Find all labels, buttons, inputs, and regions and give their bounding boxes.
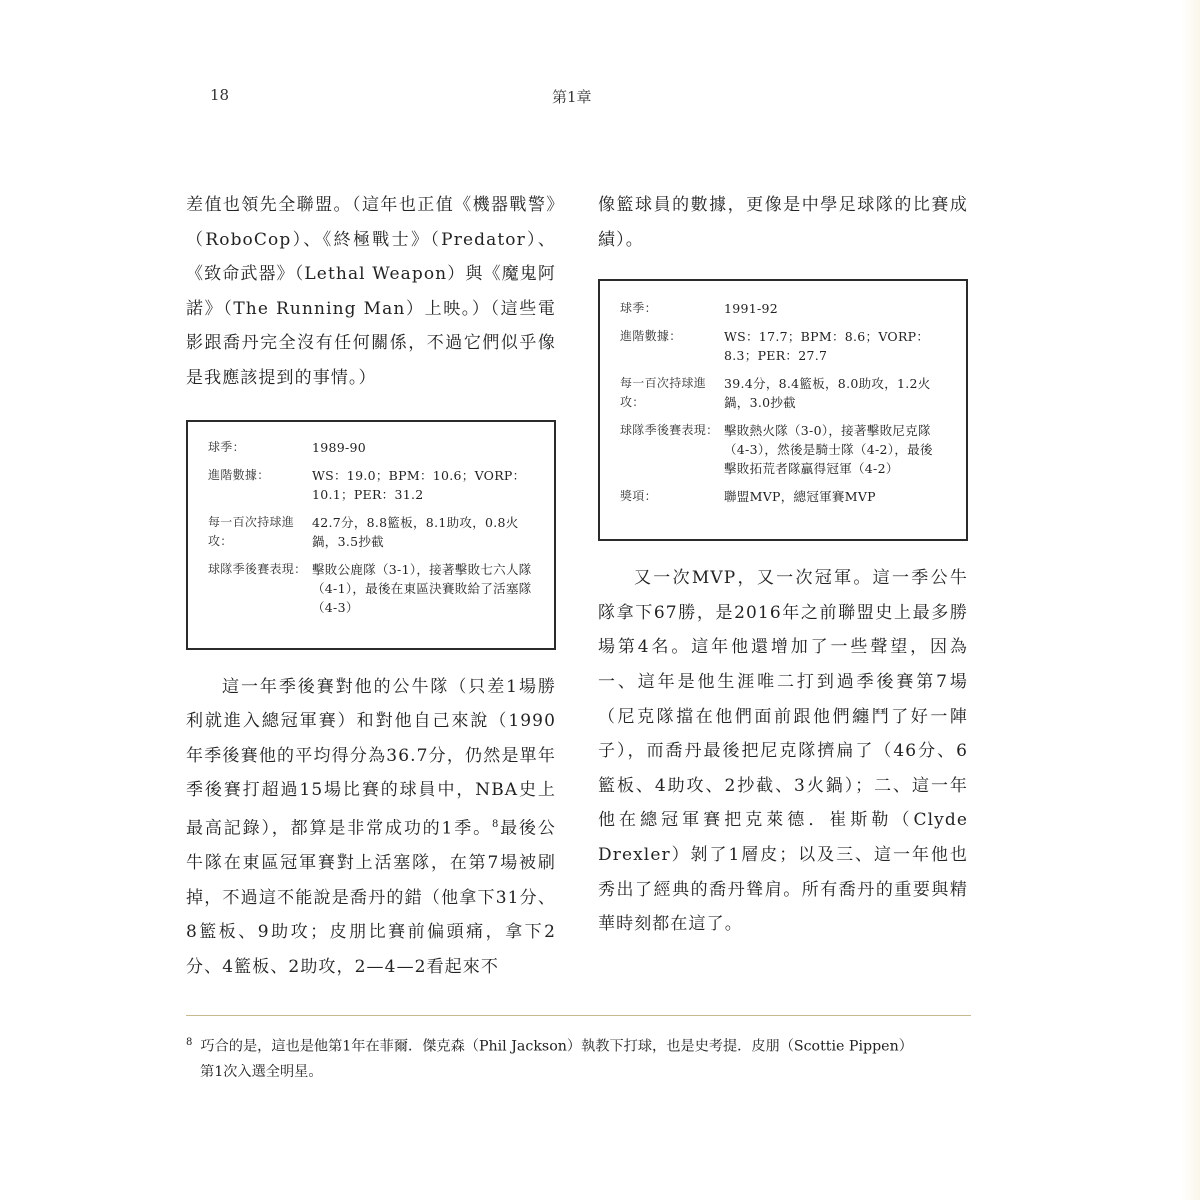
stat-label: 進階數據： (208, 467, 270, 482)
body-text: 最後公牛隊在東區冠軍賽對上活塞隊，在第7場被刷掉，不過這不能說是喬丹的錯（他拿下31分、8籃板、9助攻；皮朋比賽前偏頭痛，拿下2分、4籃板、2助攻，2—4—2看起來不 (186, 818, 557, 977)
page-header (210, 86, 770, 110)
right-body-paragraph: 又一次MVP，又一次冠軍。這一季公牛隊拿下67勝，是2016年之前聯盟史上最多勝場第4名。這年他還增加了一些聲望，因為一、這年是他生涯唯二打到過季後賽第7場（尼克隊擋在他們面前跟他們纏鬥了好一陣子），而喬丹最後把尼克隊擠扁了（46分、6籃板、4助攻、2抄截、3火鍋）；二、這一年他在總冠軍賽把克萊德．崔斯勒（Clyde Drexler）剝了1層皮；以及三、這一年他也秀出了經典的喬丹聳肩。所有喬丹的重要與精華時刻都在這了。 (598, 568, 968, 935)
footnote-line (186, 1030, 971, 1060)
chapter-title: 第1章 (552, 88, 592, 106)
stat-value: 聯盟MVP，總冠軍賽MVP (724, 489, 876, 505)
stat-row (620, 327, 944, 365)
stat-label: 球隊季後賽表現： (620, 423, 719, 438)
footnote-divider (186, 1015, 971, 1016)
stat-row (620, 374, 944, 412)
stat-row (208, 560, 532, 617)
season-1989-90-box (186, 420, 556, 650)
stat-label: 每一百次持球進攻： (620, 376, 707, 410)
stat-label: 獎項： (620, 489, 657, 504)
right-intro-paragraph: 像籃球員的數據，更像是中學足球隊的比賽成績）。 (598, 195, 968, 250)
right-column (598, 188, 968, 942)
stat-label: 進階數據： (620, 329, 682, 344)
footnote-reference[interactable]: 8 (491, 818, 500, 830)
stat-value: WS：19.0；BPM：10.6；VORP：10.1；PER：31.2 (312, 467, 526, 502)
stat-value: WS：17.7；BPM：8.6；VORP：8.3；PER：27.7 (724, 329, 930, 364)
stat-value: 39.4分，8.4籃板，8.0助攻，1.2火鍋，3.0抄截 (724, 376, 931, 411)
page-number: 18 (210, 86, 230, 104)
stat-value: 1991-92 (724, 301, 779, 317)
season-1991-92-box (598, 279, 968, 541)
stat-row (208, 438, 532, 457)
body-text: 這一年季後賽對他的公牛隊（只差1場勝利就進入總冠軍賽）和對他自己來說（1990年季後賽他的平均得分為36.7分，仍然是單年季後賽打超過15場比賽的球員中，NBA史上最高記錄），都算是非常成功的1季。 (186, 676, 556, 839)
left-column (186, 188, 556, 985)
stat-value: 42.7分，8.8籃板，8.1助攻，0.8火鍋，3.5抄截 (312, 514, 519, 549)
stat-label: 每一百次持球進攻： (208, 514, 295, 548)
stat-value: 擊敗公鹿隊（3-1），接著擊敗七六人隊（4-1），最後在東區決賽敗給了活塞隊（4-3） (312, 561, 532, 615)
stat-row (620, 299, 944, 318)
stat-row (208, 466, 532, 504)
stat-label: 球隊季後賽表現： (208, 561, 307, 576)
stat-row (620, 487, 944, 506)
footnote-text: 巧合的是，這也是他第1年在菲爾．傑克森（Phil Jackson）執教下打球，也是史考提．皮朋（Scottie Pippen） (200, 1038, 913, 1055)
stat-label: 球季： (208, 439, 245, 454)
stat-row (208, 513, 532, 551)
left-body-paragraph (186, 670, 556, 985)
left-intro-paragraph: 差值也領先全聯盟。（這年也正值《機器戰警》（RoboCop）、《終極戰士》（Predator）、《致命武器》（Lethal Weapon）與《魔鬼阿諾》（The Running Man）上映。）（這些電影跟喬丹完全沒有任何關係，不過它們似乎像是我應該提到的事情。） (186, 195, 556, 388)
stat-row (620, 421, 944, 478)
footnote-mark: 8 (186, 1037, 193, 1048)
page-edge-shading (1182, 0, 1200, 1200)
footnote-line: 第1次入選全明星。 (200, 1063, 323, 1080)
stat-label: 球季： (620, 301, 657, 316)
stat-value: 1989-90 (312, 439, 367, 455)
stat-value: 擊敗熱火隊（3-0），接著擊敗尼克隊（4-3），然後是騎士隊（4-2），最後擊敗拓荒者隊贏得冠軍（4-2） (724, 423, 933, 477)
footnote (186, 1030, 971, 1085)
